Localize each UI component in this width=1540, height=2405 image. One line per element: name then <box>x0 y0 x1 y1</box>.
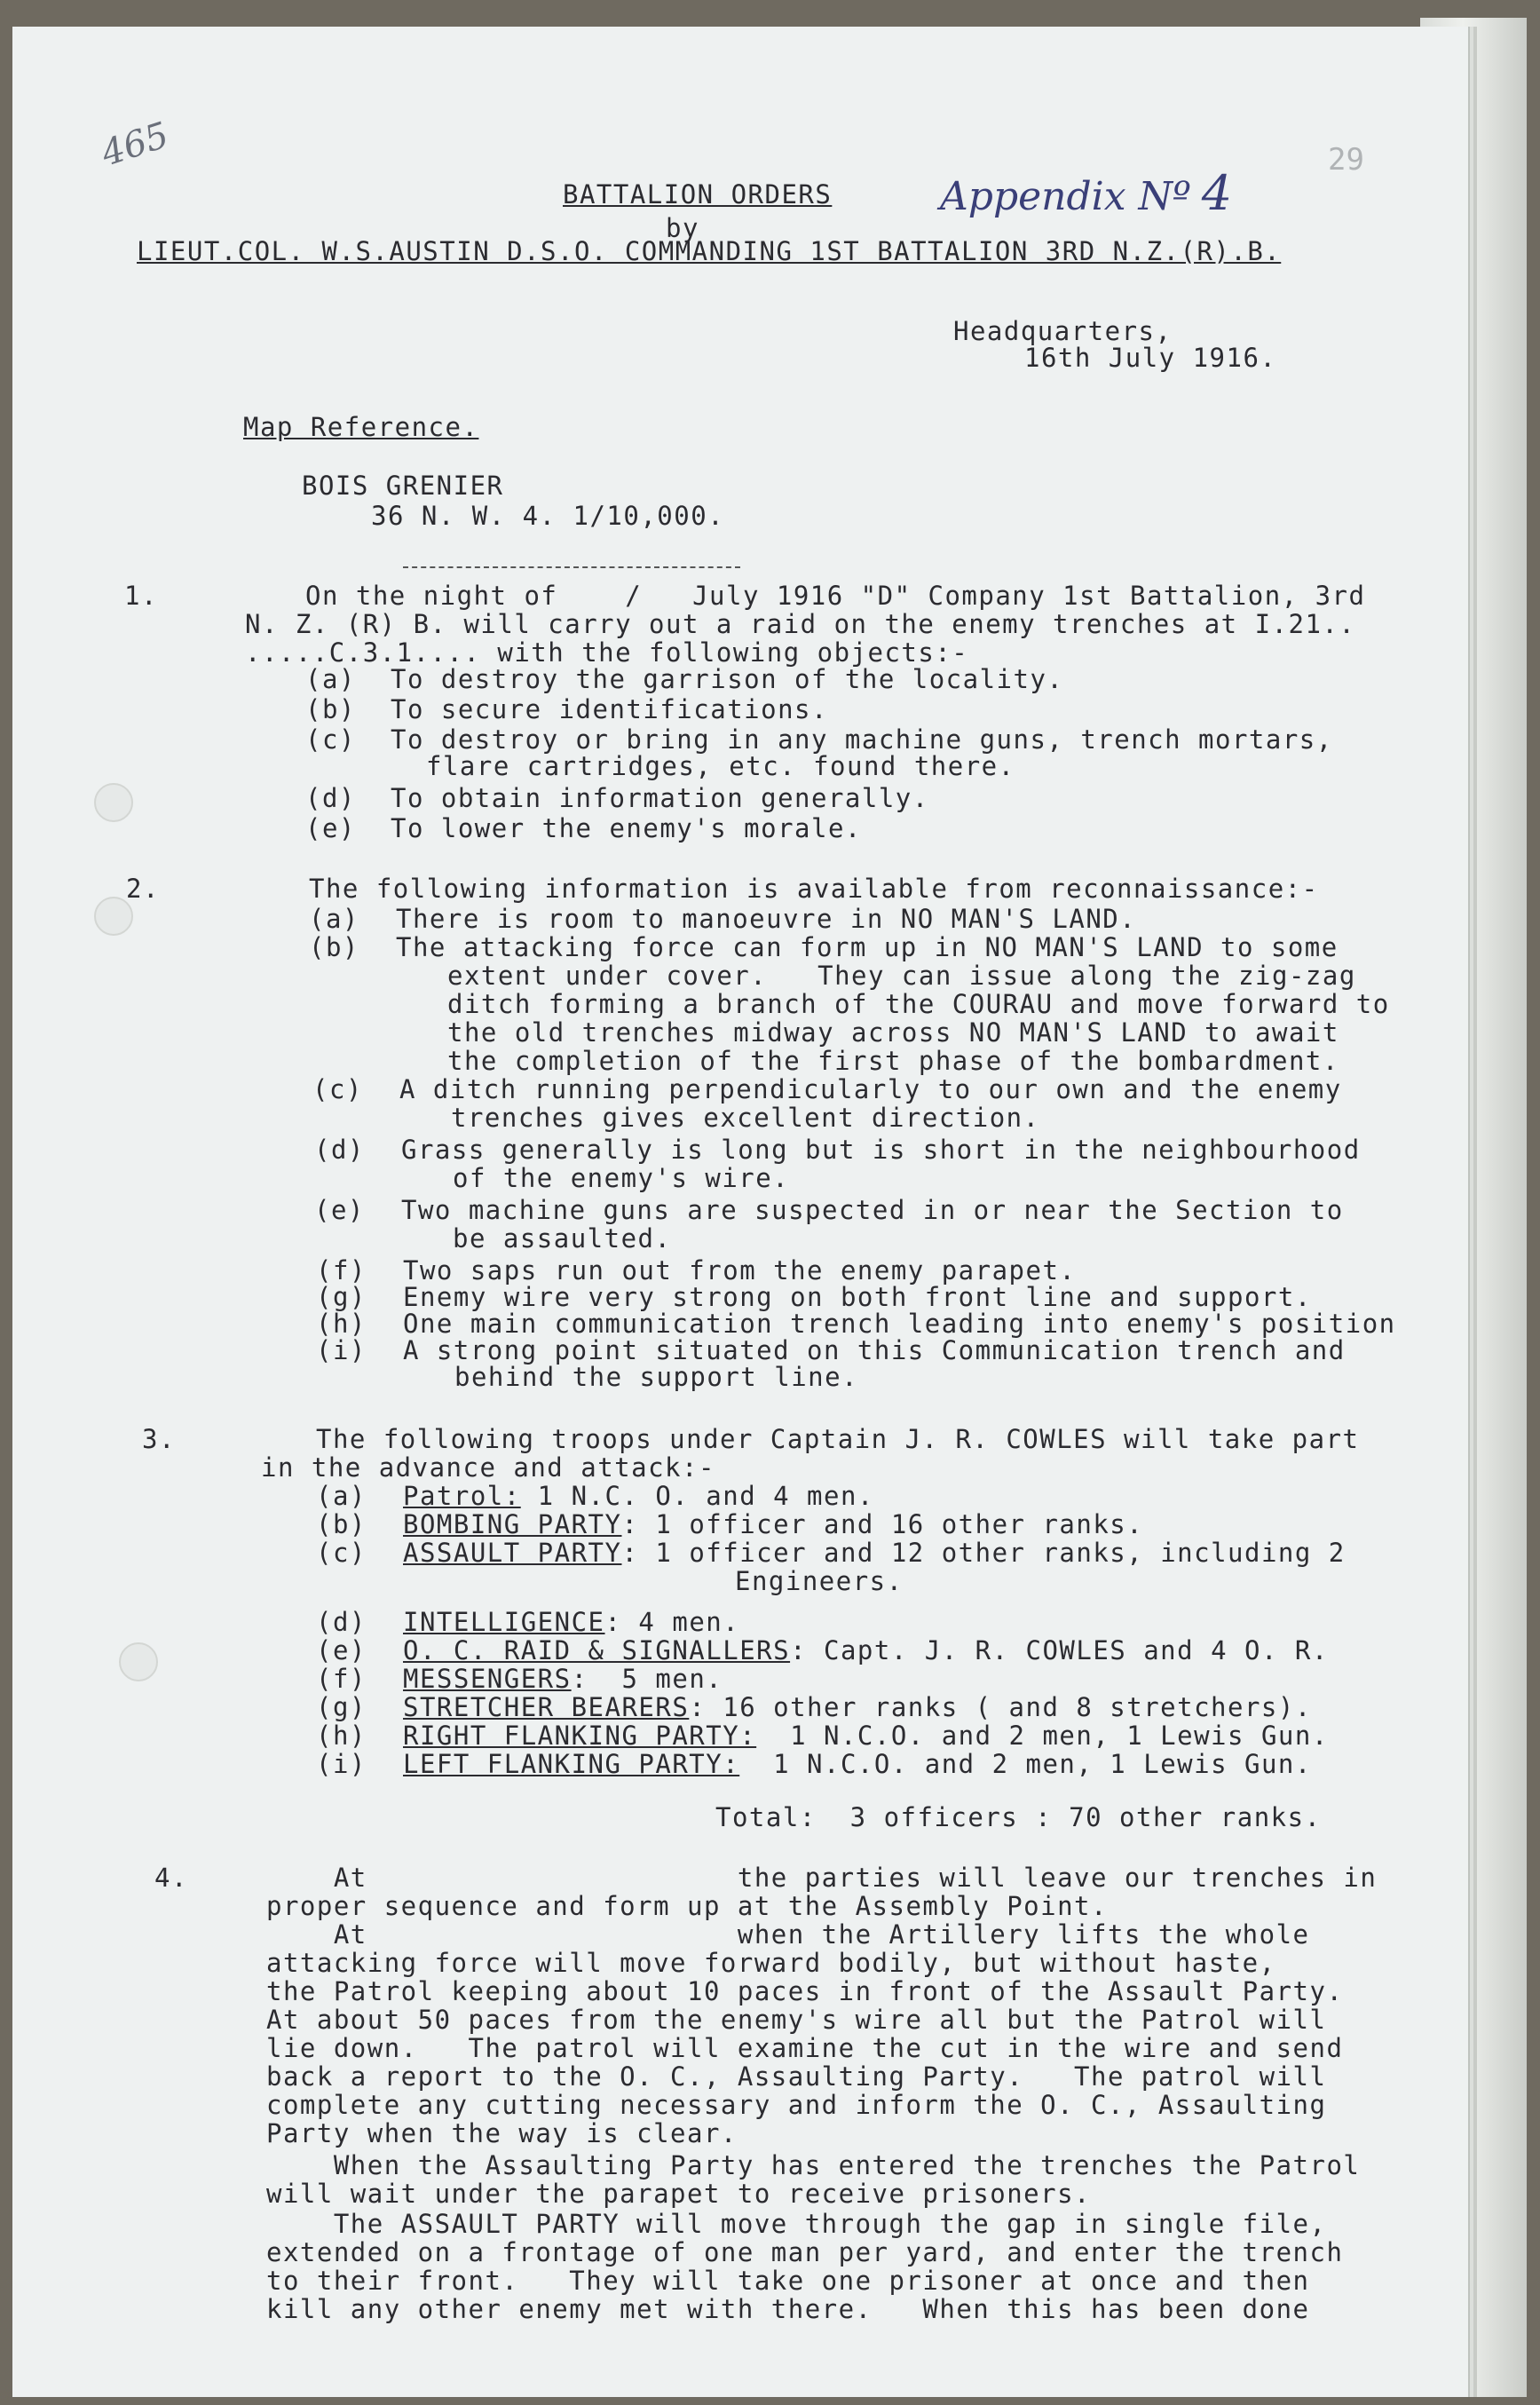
item-text: trenches gives excellent direction. <box>451 1103 1040 1133</box>
para-number: 2. <box>126 874 160 904</box>
para-line: the Patrol keeping about 10 paces in front of the Assault Party. <box>266 1976 1344 2006</box>
troop-name: O. C. RAID & SIGNALLERS <box>403 1635 791 1665</box>
para-line: At the parties will leave our trenches in <box>266 1863 1378 1893</box>
troop-detail: 1 N.C. O. and 4 men. <box>520 1481 874 1511</box>
para-line: lie down. The patrol will examine the cut in the wire and send <box>266 2033 1344 2063</box>
appendix-note <box>940 165 1232 221</box>
troop-detail: : 5 men. <box>571 1664 723 1694</box>
troop-line <box>403 1721 1329 1751</box>
item-text: flare cartridges, etc. found there. <box>426 751 1015 781</box>
item-text: extent under cover. They can issue along the zig-zag <box>447 961 1356 991</box>
appendix-label: Appendix Nº <box>940 174 1191 219</box>
item-key: (e) <box>305 813 356 843</box>
troop-name: Patrol: <box>403 1481 521 1511</box>
map-name: BOIS GRENIER <box>302 471 504 501</box>
item-key: (d) <box>305 783 356 813</box>
para-line: extended on a frontage of one man per yard, and enter the trench <box>266 2237 1344 2267</box>
orders-title: BATTALION ORDERS <box>563 179 833 210</box>
item-text: There is room to manoeuvre in NO MAN'S LAND. <box>396 904 1137 934</box>
item-key: (h) <box>316 1309 367 1339</box>
para-line: Party when the way is clear. <box>266 2118 738 2148</box>
item-key: (a) <box>309 904 359 934</box>
map-reference-heading: Map Reference. <box>243 412 479 442</box>
troop-key: (g) <box>316 1692 367 1722</box>
troop-detail: 1 N.C.O. and 2 men, 1 Lewis Gun. <box>739 1749 1312 1779</box>
troop-line <box>403 1481 874 1511</box>
item-text: behind the support line. <box>454 1362 859 1392</box>
para-line: proper sequence and form up at the Assembly Point. <box>266 1891 1108 1921</box>
folio-number: 465 <box>96 115 174 175</box>
para-line: At when the Artillery lifts the whole <box>266 1919 1310 1950</box>
item-key: (b) <box>305 694 356 724</box>
troop-line <box>403 1635 1329 1665</box>
para-line: When the Assaulting Party has entered the trenches the Patrol <box>266 2150 1361 2180</box>
para-number: 3. <box>142 1424 176 1454</box>
para-line: to their front. They will take one prisoner at once and then <box>266 2266 1310 2296</box>
item-text: of the enemy's wire. <box>453 1163 790 1193</box>
troop-line <box>403 1749 1312 1779</box>
troop-name: LEFT FLANKING PARTY: <box>403 1749 740 1779</box>
item-text: the old trenches midway across NO MAN'S LAND to await <box>447 1017 1339 1048</box>
item-text: ditch forming a branch of the COURAU and move forward to <box>447 989 1390 1019</box>
item-key: (e) <box>314 1195 365 1225</box>
para-line: complete any cutting necessary and inform the O. C., Assaulting <box>266 2090 1327 2120</box>
item-key: (c) <box>305 724 356 755</box>
troop-line <box>403 1538 1346 1568</box>
para-line: The following troops under Captain J. R. COWLES will take part <box>316 1424 1360 1454</box>
orders-by: by <box>666 213 699 243</box>
troop-name: RIGHT FLANKING PARTY: <box>403 1721 757 1751</box>
troop-line <box>403 1692 1312 1722</box>
para-line: kill any other enemy met with there. When this has been done <box>266 2294 1310 2324</box>
troop-key: (i) <box>316 1749 367 1779</box>
troop-detail: : 1 officer and 12 other ranks, including 2 <box>621 1538 1346 1568</box>
item-key: (g) <box>316 1282 367 1312</box>
document-page <box>12 27 1468 2397</box>
punch-hole <box>119 1642 158 1681</box>
troop-key: (a) <box>316 1481 367 1511</box>
troop-detail: : 1 officer and 16 other ranks. <box>621 1509 1144 1539</box>
item-text: be assaulted. <box>453 1223 672 1254</box>
para-line: will wait under the parapet to receive prisoners. <box>266 2179 1092 2209</box>
troop-total: Total: 3 officers : 70 other ranks. <box>715 1802 1322 1832</box>
item-text: the completion of the first phase of the bombardment. <box>447 1046 1339 1076</box>
para-number: 4. <box>154 1863 188 1893</box>
troop-name: STRETCHER BEARERS <box>403 1692 690 1722</box>
troop-key: (f) <box>316 1664 367 1694</box>
para-line: At about 50 paces from the enemy's wire all but the Patrol will <box>266 2005 1327 2035</box>
troop-line <box>403 1664 723 1694</box>
para-line: attacking force will move forward bodily, but without haste, <box>266 1948 1276 1978</box>
item-text: To destroy or bring in any machine guns, trench mortars, <box>391 724 1333 755</box>
item-key: (i) <box>316 1335 367 1365</box>
troop-line <box>403 1607 739 1637</box>
para-line: The ASSAULT PARTY will move through the gap in single file, <box>266 2209 1327 2239</box>
item-text: Grass generally is long but is short in the neighbourhood <box>401 1135 1361 1165</box>
item-text: Two saps run out from the enemy parapet. <box>403 1255 1077 1286</box>
troop-key: (c) <box>316 1538 367 1568</box>
troop-name: BOMBING PARTY <box>403 1509 622 1539</box>
page-number: 29 <box>1328 142 1364 178</box>
map-sheet: 36 N. W. 4. 1/10,000. <box>371 501 725 531</box>
troop-detail: : 4 men. <box>604 1607 740 1637</box>
troop-key: (d) <box>316 1607 367 1637</box>
item-text: To lower the enemy's morale. <box>391 813 862 843</box>
troop-detail: : 16 other ranks ( and 8 stretchers). <box>689 1692 1312 1722</box>
item-key: (b) <box>309 932 359 962</box>
item-key: (f) <box>316 1255 367 1286</box>
para-line: On the night of / July 1916 "D" Company 1st Battalion, 3rd <box>305 581 1366 611</box>
item-key: (a) <box>305 664 356 694</box>
troop-detail: Engineers. <box>735 1566 904 1596</box>
item-text: Two machine guns are suspected in or near the Section to <box>401 1195 1344 1225</box>
troop-key: (b) <box>316 1509 367 1539</box>
headquarters-line: Headquarters, <box>953 316 1173 346</box>
troop-name: MESSENGERS <box>403 1664 572 1694</box>
divider-dashes <box>403 566 740 568</box>
troop-detail: 1 N.C.O. and 2 men, 1 Lewis Gun. <box>756 1721 1329 1751</box>
para-line: back a report to the O. C., Assaulting Party. The patrol will <box>266 2061 1327 2092</box>
item-text: One main communication trench leading into enemy's position <box>403 1309 1396 1339</box>
date-line: 16th July 1916. <box>1024 343 1277 373</box>
item-text: To secure identifications. <box>391 694 828 724</box>
punch-hole <box>94 783 133 822</box>
item-text: To obtain information generally. <box>391 783 929 813</box>
troop-line <box>403 1509 1143 1539</box>
para-line: The following information is available from reconnaissance:- <box>309 874 1319 904</box>
troop-name: ASSAULT PARTY <box>403 1538 622 1568</box>
item-text: A ditch running perpendicularly to our own and the enemy <box>399 1074 1342 1104</box>
item-text: Enemy wire very strong on both front line and support. <box>403 1282 1312 1312</box>
troop-detail: : Capt. J. R. COWLES and 4 O. R. <box>790 1635 1329 1665</box>
item-key: (c) <box>312 1074 363 1104</box>
para-line: .....C.3.1.... with the following objects:- <box>245 637 969 668</box>
item-text: A strong point situated on this Communication trench and <box>403 1335 1346 1365</box>
para-line: N. Z. (R) B. will carry out a raid on the enemy trenches at I.21.. <box>245 609 1356 639</box>
troop-key: (e) <box>316 1635 367 1665</box>
troop-key: (h) <box>316 1721 367 1751</box>
troop-name: INTELLIGENCE <box>403 1607 605 1637</box>
item-key: (d) <box>314 1135 365 1165</box>
item-text: To destroy the garrison of the locality. <box>391 664 1064 694</box>
para-number: 1. <box>124 581 158 611</box>
para-line: in the advance and attack:- <box>261 1452 715 1483</box>
appendix-number: 4 <box>1201 165 1233 221</box>
orders-subtitle: LIEUT.COL. W.S.AUSTIN D.S.O. COMMANDING 1ST BATTALION 3RD N.Z.(R).B. <box>137 236 1282 266</box>
item-text: The attacking force can form up in NO MAN'S LAND to some <box>396 932 1339 962</box>
